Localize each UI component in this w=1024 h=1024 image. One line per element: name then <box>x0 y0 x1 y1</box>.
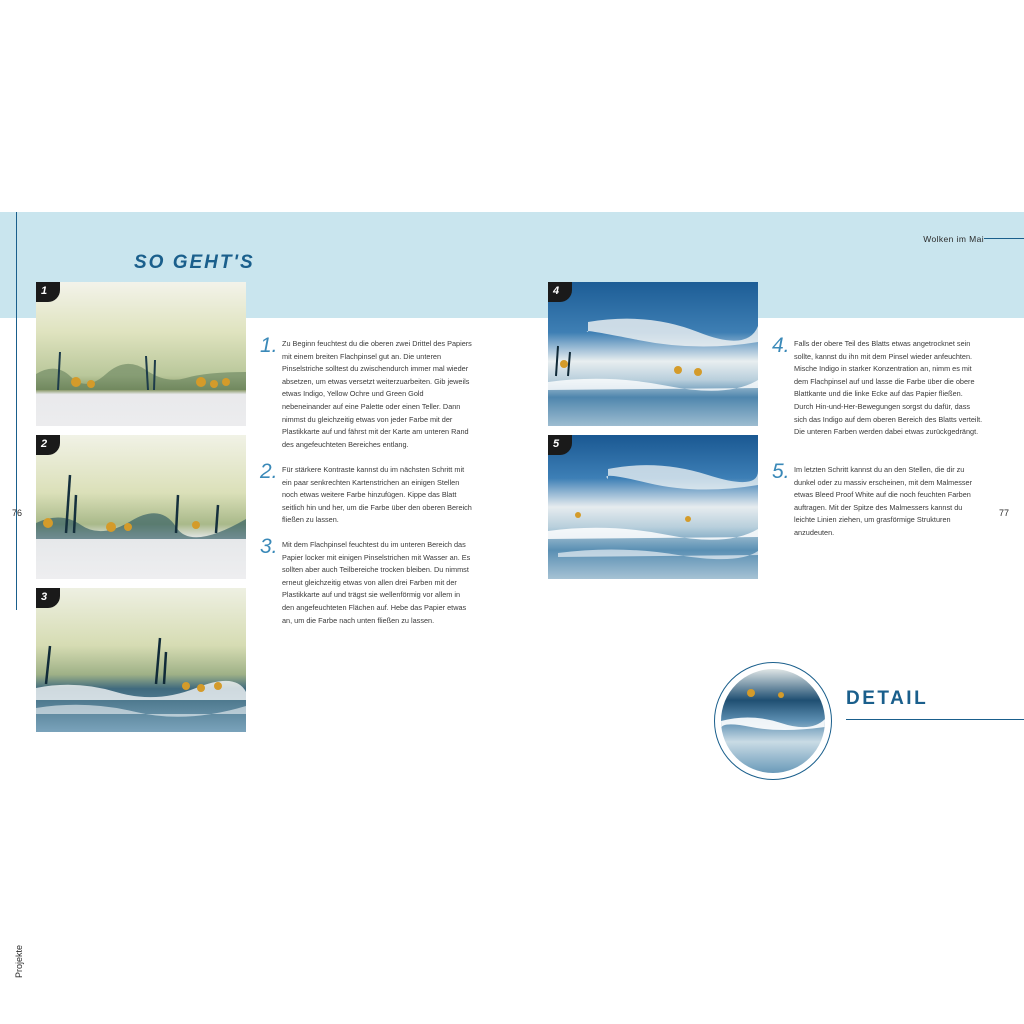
step-photo-5 <box>548 435 758 579</box>
step-text-4: Falls der obere Teil des Blatts etwas angetrocknet sein sollte, kannst du ihn mit dem Pinsel wieder anfeuchten. Mische Indigo in starker Konzentration an, nimm es mit dem Flachpinsel auf und lasse die Farbe über die obere Blattkante und die linke Ecke auf das Papier fließen. Durch Hin-und-Her-Bewegungen sorgst du dafür, dass sich das Indigo auf dem oberen Bereich des Blatts verteilt. Die unteren Farben werden dabei etwas zurückgedrängt. <box>794 339 983 437</box>
step-1 <box>260 334 472 451</box>
step-text-2: Für stärkere Kontraste kannst du im nächsten Schritt mit ein paar senkrechten Kartenstrichen an einigen Stellen noch etwas weitere Farbe hinzufügen. Kippe das Blatt seitlich hin und her, um die Farbe über den oberen Bereich fließen zu lassen. <box>282 465 472 525</box>
left-margin-rule <box>16 212 17 610</box>
step-badge-4: 4 <box>548 282 572 302</box>
step-text-5: Im letzten Schritt kannst du an den Stellen, die dir zu dunkel oder zu massiv erscheinen, mit dem Malmesser etwas Bleed Proof White auf die noch feuchten Farben auftragen. Mit der Spitze des Malmessers kannst du leichte Linien ziehen, um grasförmige Strukturen anzudeuten. <box>794 465 973 537</box>
step-text-1: Zu Beginn feuchtest du die oberen zwei Drittel des Papiers mit einem breiten Flachpinsel gut an. Die unteren Pinselstriche solltest du zwischendurch immer mal wieder absetzen, um etwas versetzt weiterzuarbeiten. Gib jeweils etwas Indigo, Yellow Ochre und Green Gold nebeneinander auf eine Palette oder einen Teller. Dann nimmst du gleichzeitig etwas von jeder Farbe mit der Plastikkarte auf und fährst mit der Karte am unteren Rand des angefeuchteten Bereiches entlang. <box>282 339 472 449</box>
step-photo-2 <box>36 435 246 579</box>
detail-circle <box>714 662 832 780</box>
step-photo-3 <box>36 588 246 732</box>
section-title: SO GEHT'S <box>134 252 255 273</box>
step-5 <box>772 460 984 540</box>
detail-rule <box>846 719 1024 720</box>
step-text-3: Mit dem Flachpinsel feuchtest du im unteren Bereich das Papier locker mit einigen Pinselstrichen mit Wasser an. Es sollten aber auch Teilbereiche trocken bleiben. Du nimmst erneut gleichzeitig etwas von allen drei Farben mit der Plastikkarte auf und trägst sie wellenförmig vor allem in den angefeuchteten Flächen auf. Hebe das Papier etwas an, um die Farbe nach unten fließen zu lassen. <box>282 540 471 625</box>
step-3 <box>260 535 472 627</box>
step-badge-2: 2 <box>36 435 60 455</box>
header-rule <box>984 238 1024 239</box>
step-number-2: 2. <box>260 460 278 483</box>
step-badge-1: 1 <box>36 282 60 302</box>
step-number-4: 4. <box>772 334 790 357</box>
running-header: Wolken im Mai <box>923 234 984 244</box>
step-number-5: 5. <box>772 460 790 483</box>
step-4 <box>772 334 984 439</box>
step-photo-4 <box>548 282 758 426</box>
page-number-left: 76 <box>12 508 23 518</box>
detail-title: DETAIL <box>846 688 929 709</box>
step-number-1: 1. <box>260 334 278 357</box>
step-badge-3: 3 <box>36 588 60 608</box>
page-number-right: 77 <box>999 508 1010 518</box>
step-2 <box>260 460 472 527</box>
step-badge-5: 5 <box>548 435 572 455</box>
step-number-3: 3. <box>260 535 278 558</box>
step-photo-1 <box>36 282 246 426</box>
side-label: Projekte <box>14 944 24 978</box>
detail-image <box>721 669 825 773</box>
